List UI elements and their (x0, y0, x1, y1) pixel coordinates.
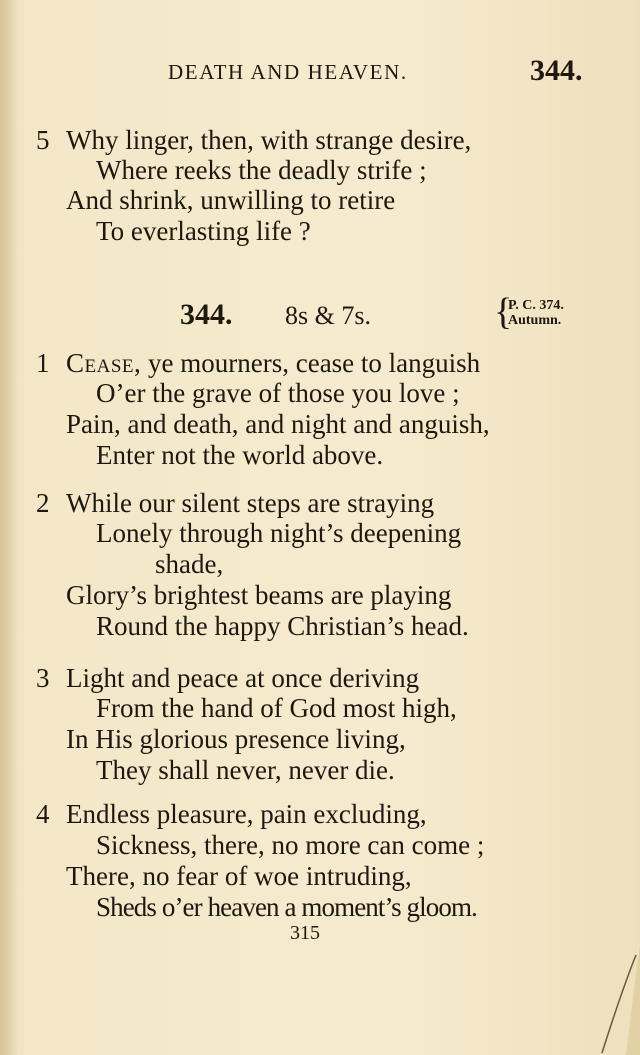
verse-line (66, 350, 480, 377)
verse-number: 3 (36, 663, 50, 693)
verse-number: 5 (36, 125, 50, 155)
verse-first-word: Cease, (66, 348, 142, 378)
tune-ref-line: Autumn. (508, 313, 562, 328)
verse-number: 2 (36, 488, 50, 518)
verse-line: Pain, and death, and night and anguish, (66, 409, 490, 439)
verse-first-line-rest: ye mourners, cease to languish (141, 348, 481, 378)
verse-line: There, no fear of woe intruding, (66, 861, 412, 891)
verse-line: Lonely through night’s deepening (96, 518, 462, 548)
verse-line: In His glorious presence living, (66, 724, 406, 754)
verse-line: Why linger, then, with strange desire, (66, 125, 472, 155)
page-gutter-shadow (0, 0, 18, 1055)
tune-reference (508, 298, 564, 328)
verse-line: And shrink, unwilling to retire (66, 185, 396, 215)
verse-line: shade, (155, 549, 224, 579)
hymn-meter: 8s & 7s. (285, 301, 371, 330)
verse-line: Sheds o’er heaven a moment’s gloom. (96, 892, 477, 922)
verse-line: While our silent steps are straying (66, 488, 435, 518)
verse-line: O’er the grave of those you love ; (96, 378, 460, 408)
hymn-number: 344. (180, 298, 233, 331)
verse-line: Where reeks the deadly strife ; (96, 155, 427, 185)
verse-number: 4 (36, 799, 50, 829)
tune-ref-line: P. C. 374. (508, 298, 564, 313)
verse-line: From the hand of God most high, (96, 693, 457, 723)
verse-number: 1 (36, 348, 50, 378)
verse-line: Glory’s brightest beams are playing (66, 580, 452, 610)
verse-line: Enter not the world above. (96, 440, 384, 470)
verse-line: Sickness, there, no more can come ; (96, 830, 485, 860)
page-corner-mark (596, 945, 640, 1055)
header-hymn-number: 344. (530, 54, 583, 87)
verse-line: To everlasting life ? (96, 216, 311, 246)
verse-line: Light and peace at once deriving (66, 663, 420, 693)
brace-glyph: { (494, 291, 513, 333)
running-head: DEATH AND HEAVEN. (168, 60, 408, 84)
verse-line: They shall never, never die. (96, 755, 395, 785)
verse-line: Endless pleasure, pain excluding, (66, 799, 427, 829)
verse-line: Round the happy Christian’s head. (96, 611, 469, 641)
page-number: 315 (290, 922, 320, 944)
